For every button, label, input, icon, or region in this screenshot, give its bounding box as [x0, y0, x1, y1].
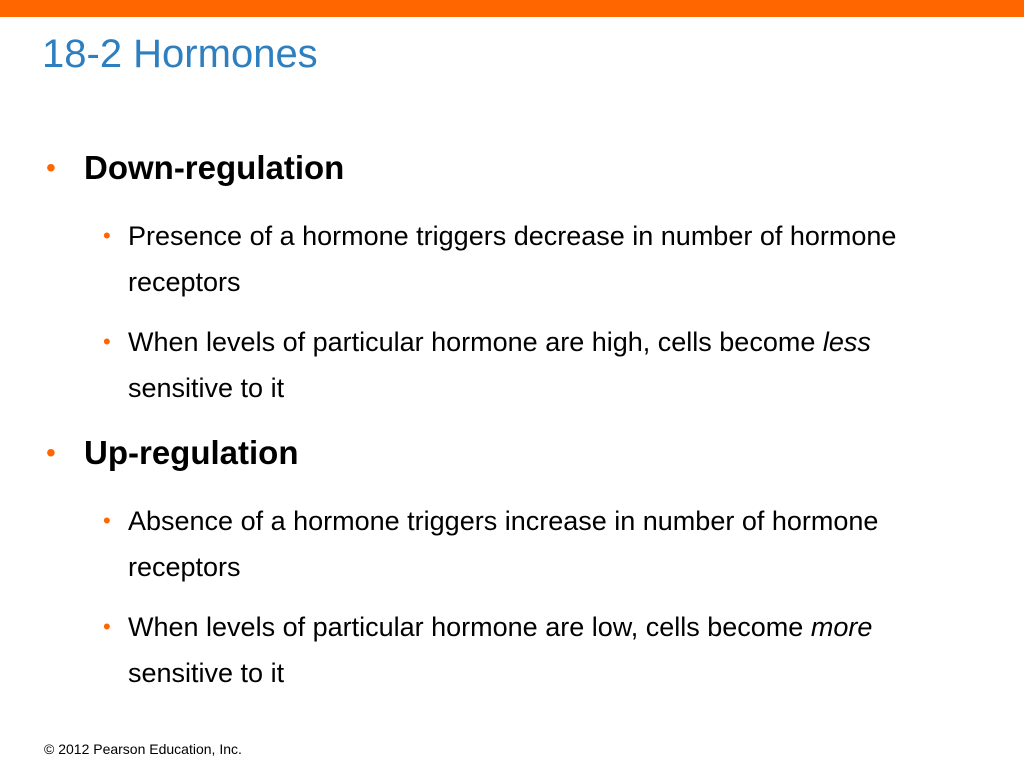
down-regulation-point-1: Presence of a hormone triggers decrease in number of hormone receptors [128, 221, 897, 297]
section-heading-up-regulation: Up-regulation [84, 434, 299, 471]
bullet-icon: • [103, 223, 111, 248]
down-regulation-point-2 [128, 319, 948, 411]
bullet-icon: • [103, 614, 111, 639]
bullet-icon: • [103, 329, 111, 354]
point-text: sensitive to it [128, 658, 285, 688]
point-emphasis: less [822, 327, 871, 357]
bullet-icon: • [103, 508, 111, 533]
up-regulation-point-2 [128, 604, 948, 696]
point-text: When levels of particular hormone are high, cells become [128, 327, 823, 357]
copyright-footer: © 2012 Pearson Education, Inc. [44, 741, 242, 757]
point-emphasis: more [810, 612, 873, 642]
point-text: When levels of particular hormone are low, cells become [128, 612, 811, 642]
bullet-icon: • [46, 152, 56, 183]
section-heading-down-regulation: Down-regulation [84, 149, 345, 186]
bullet-icon: • [46, 437, 56, 468]
top-accent-bar [0, 0, 1024, 17]
slide-title: 18-2 Hormones [42, 32, 318, 76]
point-text: sensitive to it [128, 373, 285, 403]
up-regulation-point-1: Absence of a hormone triggers increase in number of hormone receptors [128, 506, 879, 582]
